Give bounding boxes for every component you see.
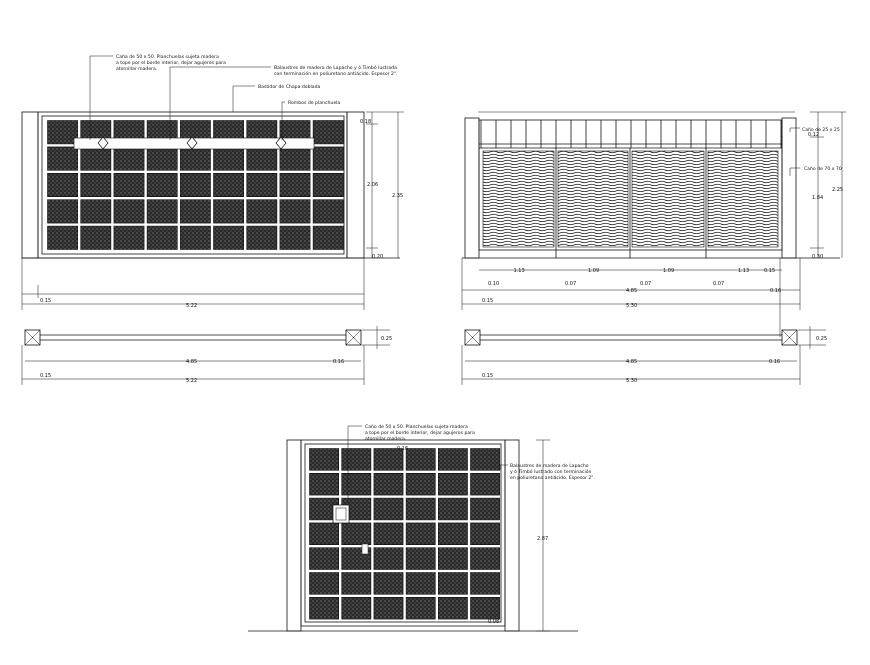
wood-bays: [483, 148, 778, 258]
dim-width: 5.30: [626, 303, 638, 309]
hatched-panel: [406, 548, 435, 570]
hatched-panel: [180, 173, 210, 196]
hatched-panel: [406, 573, 435, 595]
top-bar-row: [481, 120, 781, 148]
hatched-panel: [310, 523, 339, 545]
hatched-panel: [147, 147, 177, 170]
note-cane-line2: a tope por el borde interior, dejar agujeros para: [116, 61, 226, 66]
dim-post: 0.07: [640, 281, 652, 287]
note-balusters-line2: y ó Timbó lustrado con terminación: [510, 470, 592, 475]
dim-overall: 2.25: [832, 187, 844, 193]
hatched-panel: [147, 173, 177, 196]
note-balusters-line2: con terminación en poliuretano antiácido. Espesor 2".: [274, 72, 398, 77]
dim-bottom: 0.30: [812, 254, 824, 260]
hatched-panel: [48, 121, 78, 144]
right-post: [782, 118, 796, 258]
hatched-panel: [280, 226, 310, 249]
hatched-panel: [180, 226, 210, 249]
note-rhombus: Rombos de planchuela: [288, 101, 341, 106]
hatched-panel: [438, 498, 467, 520]
dim-right: 0.16: [770, 288, 782, 294]
note-post: Caño de 70 x 70: [804, 167, 842, 172]
dim-span: 4.85: [626, 288, 638, 294]
handle: [362, 544, 368, 554]
hatched-panel: [310, 597, 339, 619]
dim-top: 0.12: [808, 132, 820, 138]
hatched-panel: [247, 173, 277, 196]
note-balusters-line3: en poliuretano antiácido. Espesor 2".: [510, 476, 595, 481]
hatched-panel: [310, 449, 339, 471]
hatched-panel: [438, 523, 467, 545]
note-cane-title: Caña de 50 x 50. Planchuelas sujeta madera: [116, 55, 219, 60]
hatched-panel: [438, 449, 467, 471]
note-balusters-line1: Balaustres de madera de Lapacho: [510, 464, 589, 469]
dim-plan-right: 0.16: [333, 359, 345, 365]
dim-plan-side: 0.25: [381, 336, 393, 342]
hatched-panel: [114, 200, 144, 223]
hatched-panel: [374, 548, 403, 570]
wood-bay: [632, 151, 704, 247]
hatched-panel: [180, 147, 210, 170]
hatched-panel: [81, 226, 111, 249]
hatched-panel: [471, 548, 500, 570]
dim-bay: 1.13: [738, 268, 750, 274]
leader-line: [233, 86, 255, 112]
note-cane-line3: atornillar madera.: [365, 437, 407, 442]
hatched-panel: [342, 523, 371, 545]
dim-post: 0.10: [488, 281, 500, 287]
hatched-panel: [374, 573, 403, 595]
dim-plan-left: 0.15: [40, 373, 52, 379]
hatched-panel: [313, 121, 343, 144]
hatched-panel: [214, 173, 244, 196]
hatched-panel: [280, 173, 310, 196]
dim-middle: 1.84: [812, 195, 824, 201]
dim-plan-left: 0.15: [482, 373, 494, 379]
hatched-panel: [114, 173, 144, 196]
hatched-panel: [214, 200, 244, 223]
hatched-panel: [310, 473, 339, 495]
elevation-1: [22, 54, 404, 310]
hatched-panel: [313, 147, 343, 170]
hatched-panel: [406, 597, 435, 619]
hatched-panel-grid: [310, 449, 500, 620]
hatched-panel: [214, 147, 244, 170]
dim-plan-side: 0.25: [816, 336, 828, 342]
hatched-panel: [114, 147, 144, 170]
dim-post: 0.07: [713, 281, 725, 287]
dim-bay: 1.13: [513, 268, 525, 274]
hatched-panel: [310, 573, 339, 595]
dim-plan-right: 0.16: [769, 359, 781, 365]
dim-middle: 2.06: [367, 182, 379, 188]
hatched-panel: [342, 449, 371, 471]
dim-plan-span: 4.85: [186, 359, 198, 365]
dim-small-top: 0.16: [397, 446, 409, 452]
lock-box: [333, 505, 349, 523]
hatched-panel: [471, 597, 500, 619]
dim-left: 0.15: [482, 298, 494, 304]
hatched-panel: [214, 226, 244, 249]
dim-post: 0.07: [565, 281, 577, 287]
left-wall: [287, 440, 301, 631]
left-wall: [22, 112, 38, 258]
hatched-panel: [374, 523, 403, 545]
hatched-panel: [406, 498, 435, 520]
hatched-panel: [374, 597, 403, 619]
hatched-panel: [471, 523, 500, 545]
hatched-panel: [374, 473, 403, 495]
note-balusters-line1: Balaustres de madera de Lapacho y ó Timbó lustrada: [274, 66, 397, 71]
dim-left: 0.15: [40, 298, 52, 304]
hatched-panel: [48, 200, 78, 223]
hatched-panel: [81, 147, 111, 170]
bay-dimensions: [514, 268, 750, 274]
plan-2: [462, 258, 827, 385]
hatched-panel: [247, 147, 277, 170]
hatched-panel: [342, 597, 371, 619]
note-cane-line3: atornillar madera.: [116, 67, 158, 72]
dim-right-small: 0.15: [764, 268, 776, 274]
hatched-panel: [438, 573, 467, 595]
hatched-panel: [48, 173, 78, 196]
hatched-panel: [48, 226, 78, 249]
dim-plan-width: 5.22: [186, 378, 198, 384]
hatched-panel: [471, 498, 500, 520]
dim-plan-span: 4.85: [626, 359, 638, 365]
elevation-2: [462, 112, 846, 310]
dim-plan-width: 5.30: [626, 378, 638, 384]
elevation-3: [248, 424, 595, 631]
hatched-panel: [406, 523, 435, 545]
hatched-panel: [81, 200, 111, 223]
post-dimensions: [488, 281, 724, 287]
hatched-panel: [180, 200, 210, 223]
left-post: [465, 118, 479, 258]
hatched-panel: [342, 573, 371, 595]
hatched-panel: [147, 226, 177, 249]
wood-bay: [483, 151, 554, 247]
note-cane-line2: a tope por el borde interior, dejar agujeros para: [365, 431, 475, 436]
dim-width: 5.22: [186, 303, 198, 309]
hatched-panel: [471, 449, 500, 471]
hatched-panel: [471, 473, 500, 495]
hatched-panel: [81, 173, 111, 196]
hatched-panel: [247, 226, 277, 249]
hatched-panel: [280, 147, 310, 170]
dim-height: 2.87: [537, 536, 549, 542]
wood-bay: [708, 151, 778, 247]
hatched-panel: [438, 473, 467, 495]
hatched-panel: [310, 548, 339, 570]
wood-bay: [558, 151, 628, 247]
dim-small-bottom: 0.08: [488, 619, 500, 625]
hatched-panel: [313, 226, 343, 249]
hatched-panel: [147, 200, 177, 223]
hatched-panel: [438, 597, 467, 619]
hatched-panel: [280, 200, 310, 223]
dim-bottom: 0.20: [372, 254, 384, 260]
hatched-panel: [374, 498, 403, 520]
hatched-panel: [313, 173, 343, 196]
note-sheet-rim: Bastidor de Chapa doblada: [258, 85, 321, 90]
hatched-panel: [313, 200, 343, 223]
hatched-panel: [48, 147, 78, 170]
note-tube: Caño de 25 x 25: [802, 128, 840, 133]
hatched-panel: [406, 449, 435, 471]
dim-bay: 1.09: [588, 268, 600, 274]
hatched-panel: [406, 473, 435, 495]
plan-1: [22, 326, 392, 385]
hatched-panel: [114, 226, 144, 249]
note-cane-title: Caño de 50 x 50. Planchuelas sujeta madera: [365, 425, 468, 430]
dim-bay: 1.09: [663, 268, 675, 274]
hatched-panel: [438, 548, 467, 570]
hatched-panel: [342, 473, 371, 495]
right-wall: [347, 112, 364, 258]
hatched-panel: [247, 200, 277, 223]
dim-top: 0.18: [360, 119, 372, 125]
hatched-panel: [471, 573, 500, 595]
dim-overall: 2.35: [392, 193, 404, 199]
